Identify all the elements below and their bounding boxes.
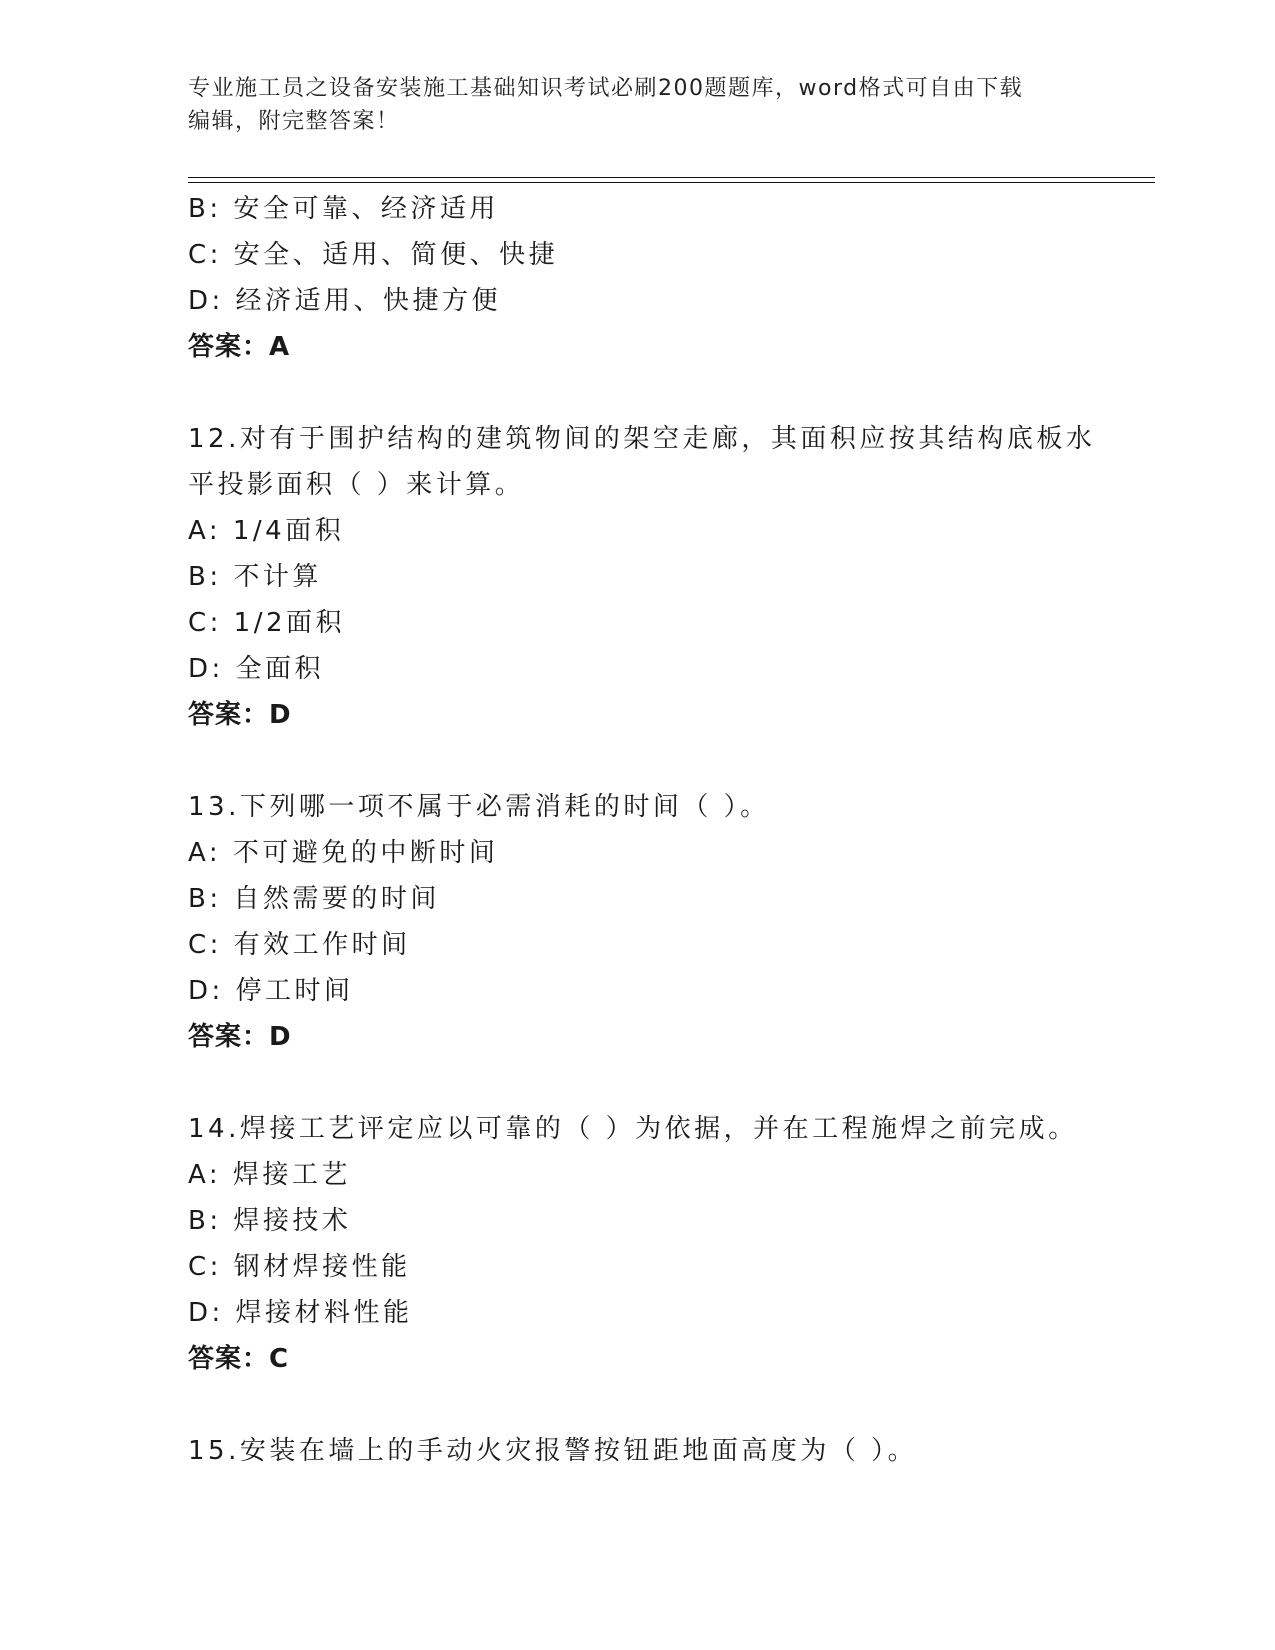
question-text: 13.下列哪一项不属于必需消耗的时间（ ）。 (188, 792, 770, 822)
question-list (188, 186, 1096, 1474)
header-divider-bottom (188, 182, 1155, 183)
option-d: D: 经济适用、快捷方便 (188, 286, 502, 316)
question-text: 14.焊接工艺评定应以可靠的（ ）为依据，并在工程施焊之前完成。 (188, 1114, 1078, 1144)
option-b: B: 焊接技术 (188, 1206, 352, 1236)
option-d: D: 停工时间 (188, 976, 354, 1006)
question-14 (188, 1106, 1088, 1382)
option-a: A: 不可避免的中断时间 (188, 838, 499, 868)
answer: 答案：D (188, 700, 292, 730)
option-d: D: 焊接材料性能 (188, 1298, 413, 1328)
question-text-cont: 平投影面积（ ）来计算。 (188, 470, 525, 500)
document-header (188, 72, 1088, 138)
option-b: B: 不计算 (188, 562, 322, 592)
option-a: A: 焊接工艺 (188, 1160, 351, 1190)
header-line-1: 专业施工员之设备安装施工基础知识考试必刷200题题库，word格式可自由下载 (188, 76, 1024, 101)
question-15 (188, 1428, 1088, 1474)
header-divider-top (188, 177, 1155, 178)
question-12 (188, 416, 1096, 738)
option-c: C: 安全、适用、简便、快捷 (188, 240, 559, 270)
option-d: D: 全面积 (188, 654, 325, 684)
answer: 答案：C (188, 1344, 290, 1374)
question-text: 12.对有于围护结构的建筑物间的架空走廊，其面积应按其结构底板水 (188, 424, 1096, 454)
header-line-2: 编辑，附完整答案！ (188, 109, 400, 134)
option-c: C: 1/2面积 (188, 608, 346, 638)
option-a: A: 1/4面积 (188, 516, 345, 546)
answer: 答案：A (188, 332, 291, 362)
option-b: B: 安全可靠、经济适用 (188, 194, 499, 224)
question-text: 15.安装在墙上的手动火灾报警按钮距地面高度为（ ）。 (188, 1436, 918, 1466)
option-b: B: 自然需要的时间 (188, 884, 440, 914)
question-11-tail (188, 186, 1088, 370)
option-c: C: 有效工作时间 (188, 930, 411, 960)
question-13 (188, 784, 1088, 1060)
option-c: C: 钢材焊接性能 (188, 1252, 411, 1282)
answer: 答案：D (188, 1022, 292, 1052)
